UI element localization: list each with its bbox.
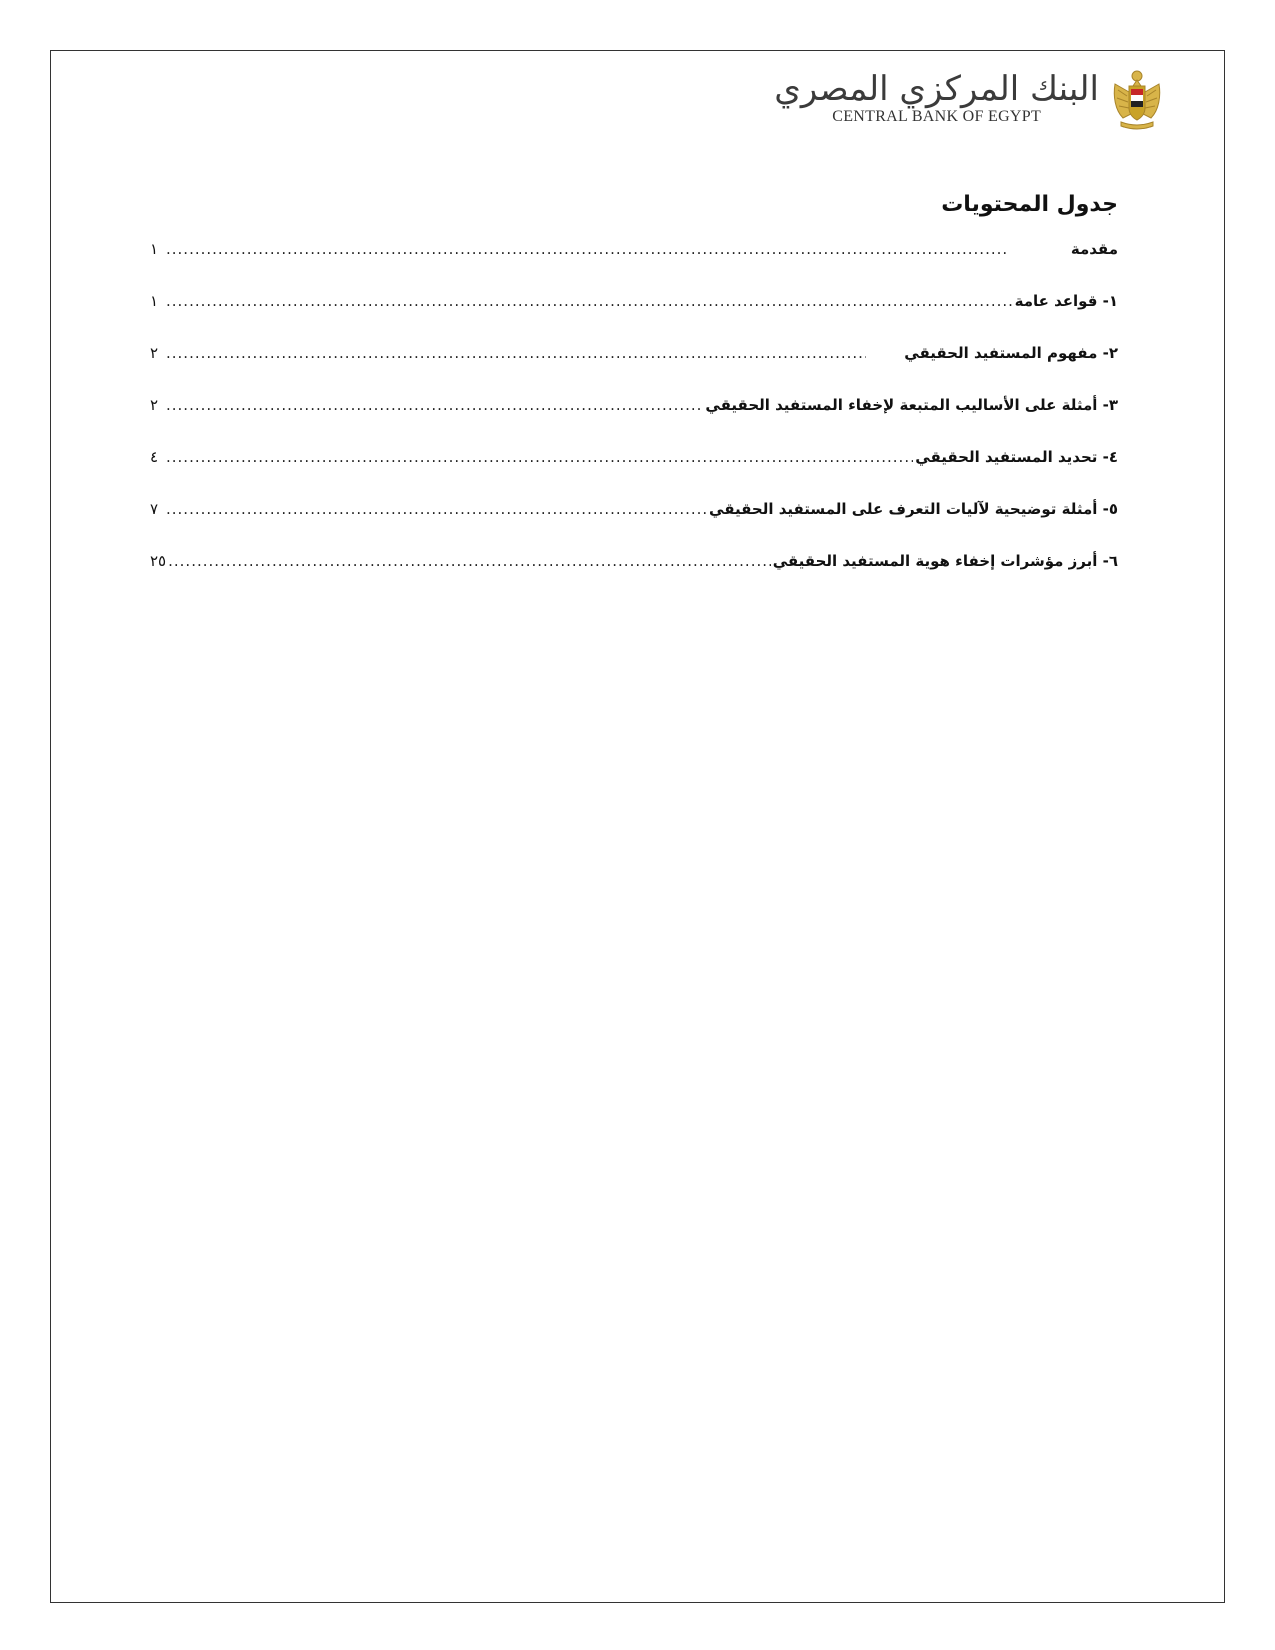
- toc-entry-label: ٦- أبرز مؤشرات إخفاء هوية المستفيد الحقيقي: [772, 552, 1118, 570]
- toc-entry-label: مقدمة: [1070, 240, 1118, 258]
- toc-entry-label: ٤- تحديد المستفيد الحقيقي: [915, 448, 1118, 466]
- toc-page-number: ٢: [150, 344, 159, 362]
- toc-title: جدول المحتويات: [941, 192, 1118, 217]
- toc-leader-dots: [166, 292, 1013, 310]
- toc-entry-label: ٣- أمثلة على الأساليب المتبعة لإخفاء المستفيد الحقيقي: [705, 396, 1118, 414]
- toc-entry-general-rules[interactable]: [150, 292, 1118, 344]
- table-of-contents: [150, 190, 1118, 604]
- toc-page-number: ٢٥: [150, 552, 167, 570]
- toc-entry-beneficial-owner-concept[interactable]: [150, 344, 1118, 396]
- toc-entry-illustrative-examples[interactable]: [150, 500, 1118, 552]
- toc-page-number: ٧: [150, 500, 159, 518]
- toc-leader-dots: [166, 240, 1009, 258]
- toc-entry-concealment-methods[interactable]: [150, 396, 1118, 448]
- toc-entry-concealment-indicators[interactable]: [150, 552, 1118, 604]
- toc-entry-label: ١- قواعد عامة: [1014, 292, 1118, 310]
- logo-wordmark: [774, 70, 1099, 126]
- toc-entry-label: ٥- أمثلة توضيحية لآليات التعرف على المستفيد الحقيقي: [709, 500, 1118, 518]
- toc-leader-dots: [166, 448, 913, 466]
- toc-leader-dots: [168, 552, 771, 570]
- toc-leader-dots: [166, 396, 703, 414]
- toc-page-number: ٢: [150, 396, 159, 414]
- logo-english-name: CENTRAL BANK OF EGYPT: [832, 108, 1042, 125]
- eagle-emblem-icon: [1111, 66, 1163, 130]
- toc-page-number: ١: [150, 292, 159, 310]
- central-bank-logo: [774, 62, 1163, 134]
- toc-entry-identifying-beneficial-owner[interactable]: [150, 448, 1118, 500]
- toc-leader-dots: [166, 500, 707, 518]
- toc-page-number: ٤: [150, 448, 159, 466]
- toc-leader-dots: [166, 344, 866, 362]
- toc-entry-introduction[interactable]: [150, 240, 1118, 292]
- toc-entry-label: ٢- مفهوم المستفيد الحقيقي: [904, 344, 1118, 362]
- toc-page-number: ١: [150, 240, 159, 258]
- logo-arabic-name: البنك المركزي المصري: [774, 69, 1099, 109]
